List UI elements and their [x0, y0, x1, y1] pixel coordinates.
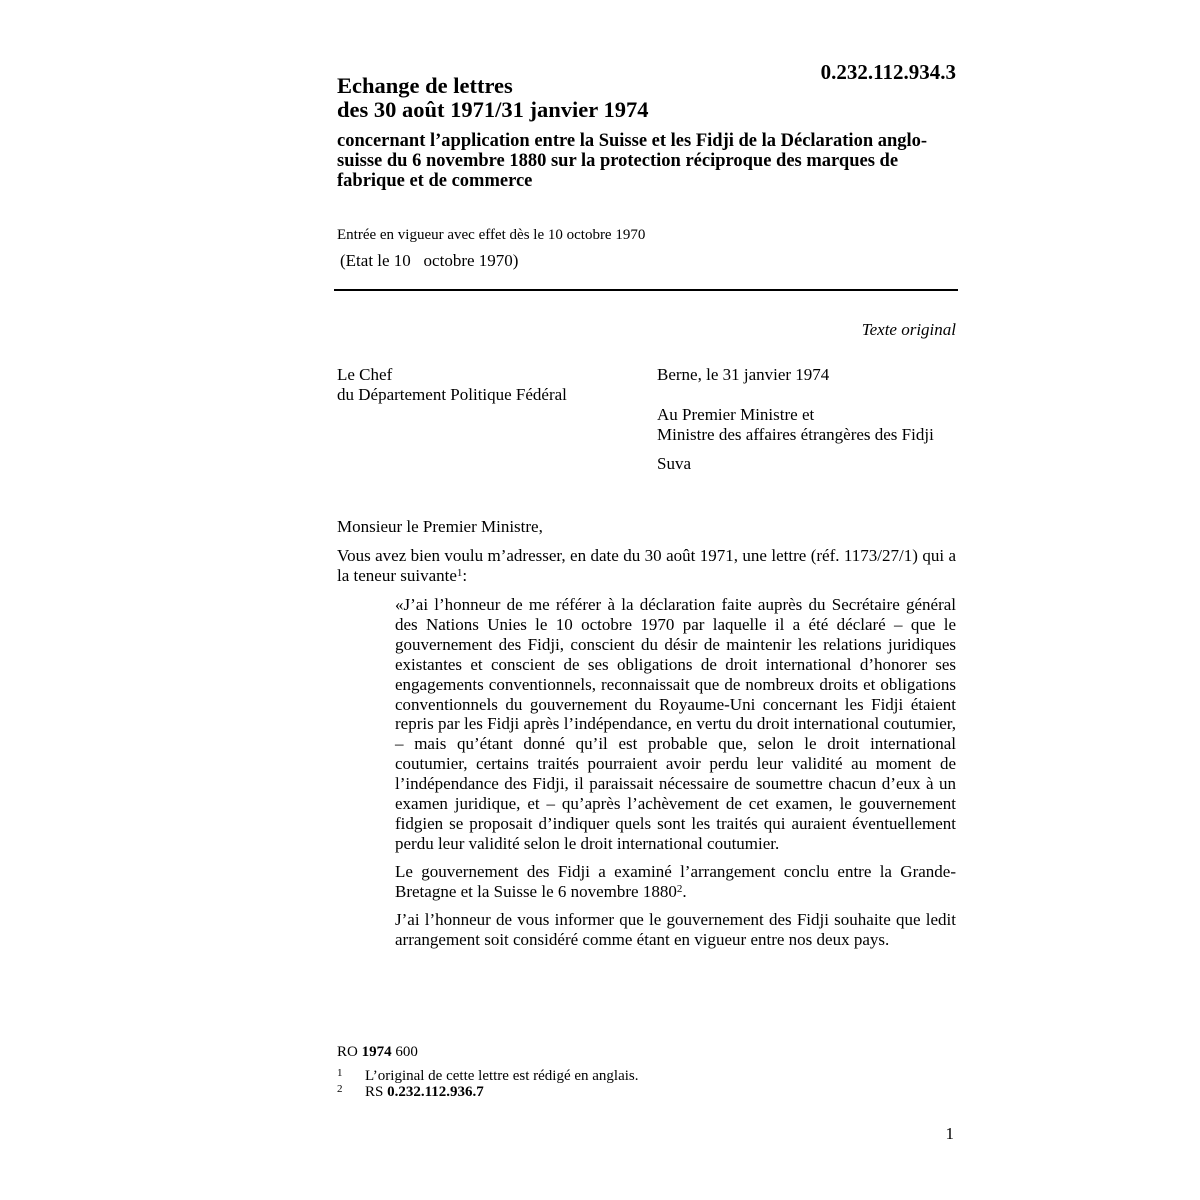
quote-paragraph-1: «J’ai l’honneur de me référer à la déclaration faite auprès du Secrétaire général des Nations Unies le 10 octobre 1970 par laquelle il a été déclaré – que le gouvernement des Fidji, conscient du désir de maintenir les relations juridiques existantes et conscient de ses obligations de droit international d’honorer ses engagements conventionnels, reconnaissait que de nombreux droits et obligations conventionnels du gouvernement du Royaume-Uni concernant les Fidji étaient repris par les Fidji après l’indépendance, en vertu du droit international coutumier, – mais qu’étant donné qu’il est probable que, selon le droit international coutumier, certains traités pourraient avoir perdu leur validité au moment de l’indépendance des Fidji, il paraissait nécessaire de soumettre chacun d’eux à un examen juridique, et – qu’après l’achèvement de cet examen, le gouvernement fidgien se proposait d’indiquer quels sont les traités qui auraient éventuellement perdu leur validité selon le droit international coutumier. [395, 595, 956, 853]
footnote-2-number: 2 [337, 1083, 343, 1095]
footnote-2-reference[interactable]: 0.232.112.936.7 [387, 1084, 484, 1100]
ro-reference [337, 1044, 737, 1061]
document-title [337, 74, 797, 122]
sender-line-2: du Département Politique Fédéral [337, 384, 567, 404]
ro-prefix: RO [337, 1044, 358, 1060]
recipient-city: Suva [657, 454, 691, 473]
document-subtitle: concernant l’application entre la Suisse et les Fidji de la Déclaration anglo-suisse du 6 novembre 1880 sur la protection réciproque des marques de fabrique et de commerce [337, 131, 928, 191]
footnote-1-number: 1 [337, 1067, 343, 1079]
original-text-label: Texte original [861, 320, 956, 339]
place-date: Berne, le 31 janvier 1974 [657, 365, 830, 384]
footnote-marker-1[interactable]: 1 [456, 566, 463, 579]
intro-paragraph [337, 546, 956, 586]
footnote-2-prefix: RS [365, 1084, 384, 1100]
entry-into-force: Entrée en vigueur avec effet dès le 10 octobre 1970 [337, 227, 646, 243]
title-line-2: des 30 août 1971/31 janvier 1974 [337, 97, 649, 122]
sender-block [337, 365, 637, 404]
page-number: 1 [945, 1124, 954, 1143]
ro-page: 600 [395, 1044, 418, 1060]
salutation: Monsieur le Premier Ministre, [337, 517, 543, 536]
footnote-marker-2[interactable]: 2 [676, 882, 683, 895]
sr-number: 0.232.112.934.3 [820, 60, 956, 84]
intro-tail: : [462, 565, 468, 585]
quote-paragraph-3: J’ai l’honneur de vous informer que le gouvernement des Fidji souhaite que ledit arrangement soit considéré comme étant en vigueur entre nos deux pays. [395, 909, 956, 949]
quoted-letter [395, 595, 956, 957]
footnote-1-text: L’original de cette lettre est rédigé en anglais. [365, 1068, 639, 1084]
intro-text: Vous avez bien voulu m’adresser, en date du 30 août 1971, une lettre (réf. 1173/27/1) qui a la teneur suivante [337, 546, 956, 585]
title-line-1: Echange de lettres [337, 73, 513, 98]
recipient-line-1: Au Premier Ministre et [657, 405, 815, 424]
footnote-2 [337, 1081, 957, 1100]
quote-paragraph-2-text: Le gouvernement des Fidji a examiné l’arrangement conclu entre la Grande-Bretagne et la Suisse le 6 novembre 1880 [395, 861, 956, 901]
recipient-line-2: Ministre des affaires étrangères des Fidji [657, 424, 934, 444]
quote-paragraph-2-tail: . [682, 881, 687, 901]
ro-year: 1974 [361, 1044, 392, 1060]
recipient-block [657, 405, 957, 444]
header-divider [334, 289, 958, 291]
quote-paragraph-2 [395, 862, 956, 902]
sender-line-1: Le Chef [337, 365, 393, 384]
status-date: (Etat le 10 octobre 1970) [340, 251, 519, 270]
